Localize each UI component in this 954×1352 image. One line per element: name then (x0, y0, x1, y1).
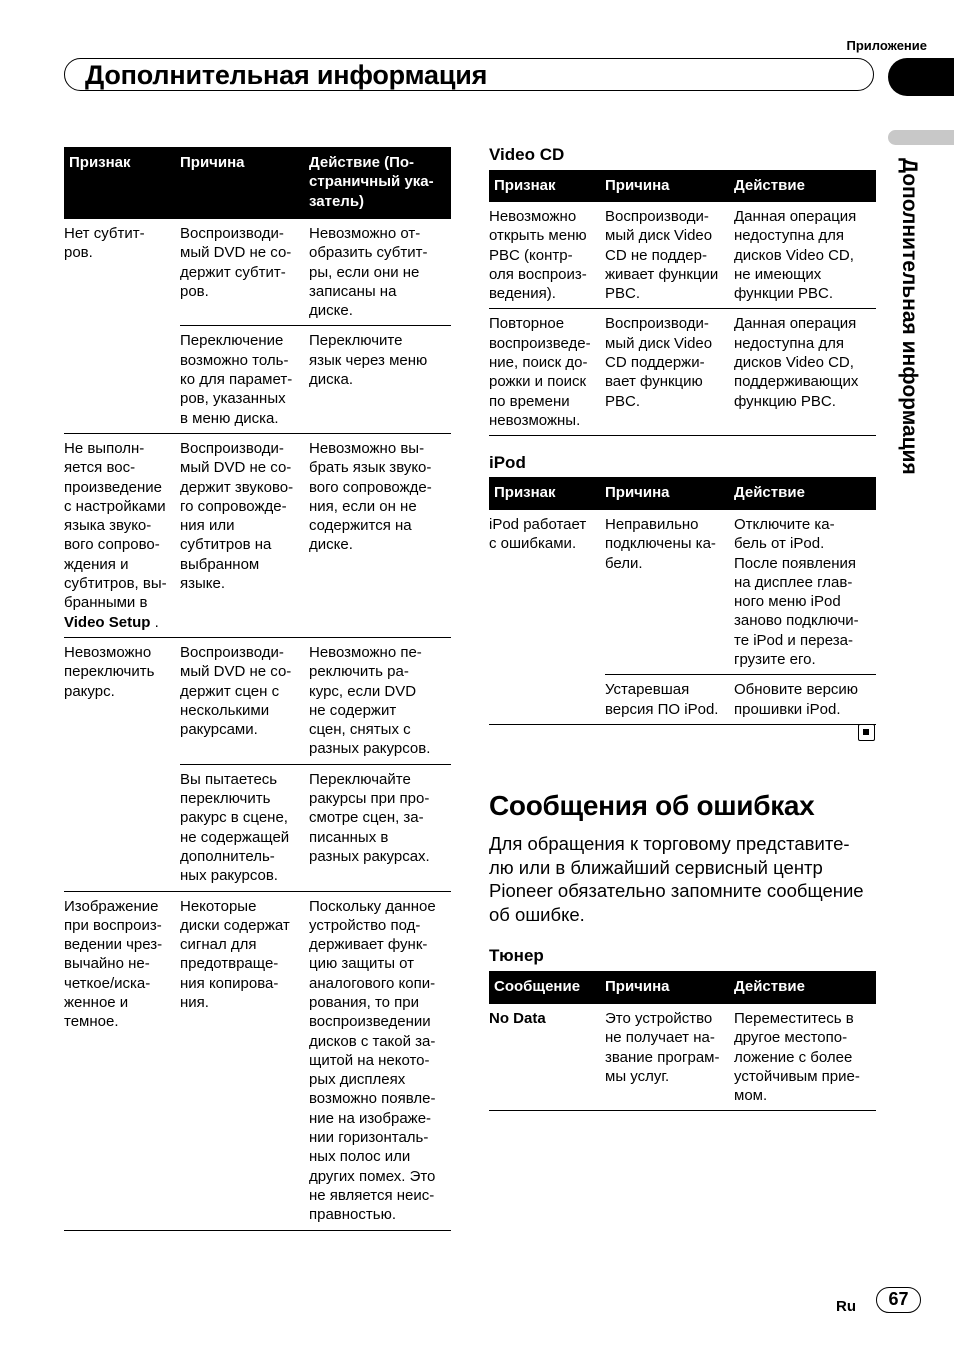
table-row (489, 675, 876, 725)
symptom-cell: Повторное воспроизведе- ние, поиск до- рожки и поиск по времени невозможны. (489, 309, 605, 436)
table-row (64, 764, 451, 891)
table-row (64, 433, 451, 637)
action-cell: Данная операция недоступна для дисков Video CD, поддерживающих функцию PBC. (734, 309, 876, 436)
cause-cell: Переключение возможно толь- ко для парамет- ров, указанных в меню диска. (180, 326, 309, 433)
column-header-action: Действие (734, 170, 876, 202)
cause-cell: Воспроизводи- мый DVD не со- держит звуково- го сопровожде- ния или субтитров на выбранном языке. (180, 433, 309, 637)
side-tab-text: Дополнительная информация (898, 158, 921, 475)
symptom-cell: Невозможно переключить ракурс. (64, 643, 155, 700)
column-header-cause: Причина (605, 971, 734, 1004)
column-header-action: Действие (734, 477, 876, 510)
page-number: 67 (876, 1287, 921, 1313)
table-row (64, 891, 451, 1230)
action-cell: Поскольку данное устройство под- держивает функ- цию защиты от аналогового копи- рования, то при воспроизведении дисков с такой за- щитой на некото- рых дисплеях возможно появле- ние на изображе- нии горизонталь- ных полос или других помех. Это не является неис- правностью. (309, 891, 451, 1230)
tuner-heading: Тюнер (489, 946, 544, 965)
column-header-symptom: Признак (489, 477, 605, 510)
symptom-cell: Нет субтит- ров. (64, 225, 145, 262)
action-cell: Невозможно пе- реключить ра- курс, если DVD не содержит сцен, снятых с разных ракурсов. (309, 637, 451, 764)
language-code: Ru (836, 1298, 856, 1315)
section-label: Приложение (846, 38, 927, 53)
column-header-symptom: Признак (489, 170, 605, 202)
table-row (64, 637, 451, 764)
table-row (489, 309, 876, 436)
column-header-cause: Причина (180, 147, 309, 219)
ipod-heading: iPod (489, 453, 526, 472)
cause-cell: Воспроизводи- мый диск Video CD не поддер- живает функции PBC. (605, 202, 734, 309)
end-of-section-icon (858, 724, 875, 741)
cause-cell: Воспроизводи- мый DVD не со- держит субтит- ров. (180, 219, 309, 326)
table-row (489, 1004, 876, 1111)
symptom-tail: . (150, 613, 159, 631)
symptom-cell: iPod работает с ошибками. (489, 516, 587, 553)
dvd-troubleshooting-table (64, 147, 451, 1231)
video-cd-table (489, 170, 876, 436)
action-cell: Отключите ка- бель от iPod. После появления на дисплее глав- ного меню iPod заново подключи- те iPod и переза- грузите его. (734, 510, 876, 675)
cause-cell: Вы пытаетесь переключить ракурс в сцене, не содержащей дополнитель- ных ракурсов. (180, 764, 309, 891)
action-cell: Переключайте ракурсы при про- смотре сцен, за- писанных в разных ракурсах. (309, 764, 451, 891)
cause-cell: Неправильно подключены ка- бели. (605, 510, 734, 675)
column-header-symptom: Признак (64, 147, 180, 219)
video-setup-label: Video Setup (64, 613, 151, 631)
page-title-bar (64, 58, 874, 91)
action-cell: Переключите язык через меню диска. (309, 326, 451, 433)
table-row (64, 219, 451, 326)
column-header-message: Сообщение (489, 971, 605, 1004)
error-messages-heading: Сообщения об ошибках (489, 790, 815, 821)
chapter-tab-marker (888, 58, 954, 96)
column-header-cause: Причина (605, 477, 734, 510)
chapter-tab-grey (888, 130, 954, 145)
cause-cell: Воспроизводи- мый диск Video CD поддержи- вает функцию PBC. (605, 309, 734, 436)
side-tab (897, 158, 921, 498)
symptom-cell (64, 764, 180, 891)
action-cell: Невозможно вы- брать язык звуко- вого сопровожде- ния, если он не содержится на диске. (309, 433, 451, 637)
symptom-cell (64, 433, 180, 637)
column-header-action: Действие (По- страничный ука- затель) (309, 147, 451, 219)
page-title: Дополнительная информация (85, 60, 488, 90)
action-cell: Невозможно от- образить субтит- ры, если они не записаны на диске. (309, 219, 451, 326)
table-row (64, 326, 451, 433)
table-row (489, 510, 876, 675)
ipod-table (489, 477, 876, 725)
symptom-cell (64, 326, 180, 433)
action-cell: Данная операция недоступна для дисков Video CD, не имеющих функции PBC. (734, 202, 876, 309)
symptom-cell (489, 675, 605, 725)
error-messages-intro: Для обращения к торговому представите- лю или в ближайший сервисный центр Pioneer обязательно запомните сообщение об ошибке. (489, 833, 864, 925)
video-cd-heading: Video CD (489, 145, 565, 164)
column-header-cause: Причина (605, 170, 734, 202)
symptom-cell: Невозможно открыть меню PBC (контр- оля воспроиз- ведения). (489, 202, 605, 309)
table-row (489, 202, 876, 309)
message-cell: No Data (489, 1004, 605, 1111)
cause-cell: Некоторые диски содержат сигнал для предотвраще- ния копирова- ния. (180, 891, 309, 1230)
column-header-action: Действие (734, 971, 876, 1004)
action-cell: Переместитесь в другое местопо- ложение с более устойчивым прие- мом. (734, 1004, 876, 1111)
symptom-cell: Изображение при воспроиз- ведении чрез- вычайно не- четкое/иска- женное и темное. (64, 891, 180, 1230)
cause-cell: Воспроизводи- мый DVD не со- держит сцен с несколькими ракурсами. (180, 637, 309, 764)
symptom-text: Не выполн- яется вос- произведение с настройками языка звуко- вого сопрово- ждения и субтитров, вы- бранными в (64, 439, 167, 612)
cause-cell: Это устройство не получает на- звание програм- мы услуг. (605, 1004, 734, 1111)
cause-cell: Устаревшая версия ПО iPod. (605, 675, 734, 725)
action-cell: Обновите версию прошивки iPod. (734, 675, 876, 725)
tuner-table (489, 971, 876, 1111)
